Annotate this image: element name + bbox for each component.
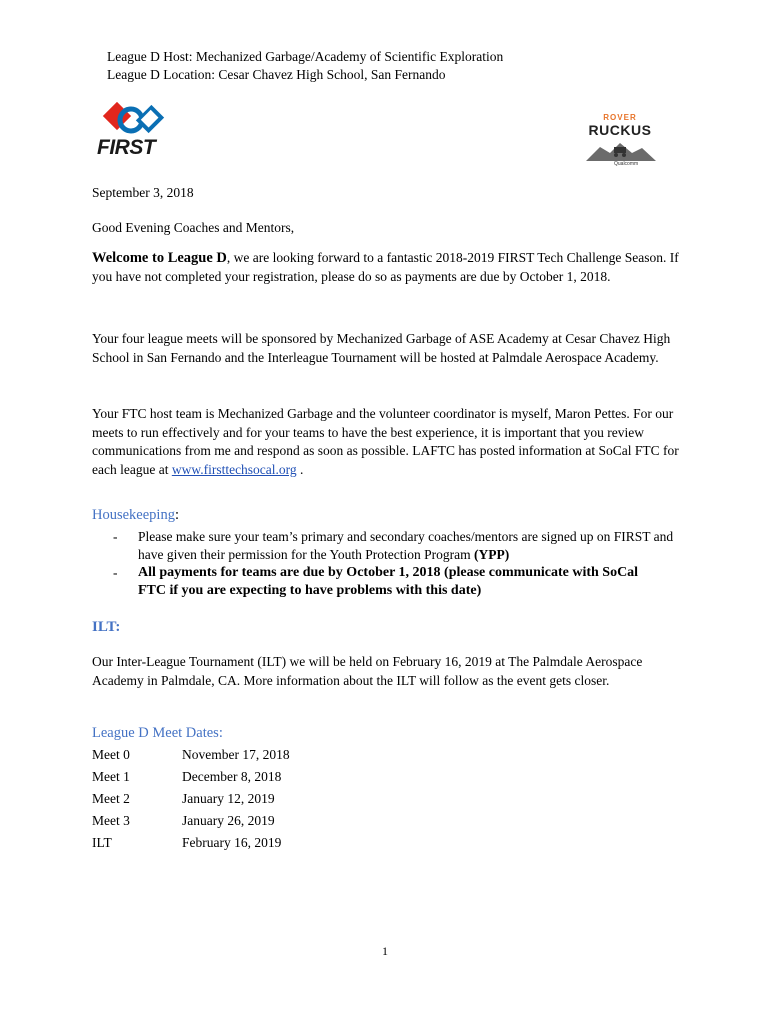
- housekeeping-colon: :: [174, 507, 179, 523]
- letter-date: September 3, 2018: [92, 185, 194, 200]
- league-host-line: League D Host: Mechanized Garbage/Academy of Scientific Exploration: [107, 49, 504, 64]
- sponsor-paragraph: Your four league meets will be sponsored by Mechanized Garbage of ASE Academy at Cesar Chavez High School in San Fernando and the Interleague Tournament will be hosted at Palmdale Aerospace Academy.: [92, 331, 671, 365]
- ilt-paragraph: Our Inter-League Tournament (ILT) we will be held on February 16, 2019 at The Palmdale Aerospace Academy in Palmdale, CA. More information about the ILT will follow as the event gets closer.: [92, 654, 643, 688]
- meet-name: Meet 0: [92, 747, 130, 762]
- host-team-paragraph: [92, 405, 692, 479]
- meet-name: Meet 1: [92, 769, 130, 784]
- letter-greeting: Good Evening Coaches and Mentors,: [92, 220, 295, 235]
- meet-date: November 17, 2018: [182, 747, 290, 762]
- first-logo: [97, 102, 169, 160]
- ilt-heading: ILT:: [92, 619, 121, 635]
- rover-mountain-icon: [586, 139, 656, 161]
- bullet-text: [138, 528, 693, 564]
- bullet-text-main: Please make sure your team’s primary and secondary coaches/mentors are signed up on FIRST and have given their permission for the Youth Protection Program: [138, 529, 674, 562]
- meet-name: Meet 3: [92, 813, 130, 828]
- rover-ruckus-logo: [584, 113, 658, 171]
- host-team-text: Your FTC host team is Mechanized Garbage and the volunteer coordinator is myself, Maron Pettes. For our meets to run effectively and for your teams to have the best experience, it is important that you review communications from me and respond as soon as possible. LAFTC has posted information at SoCal FTC for each league at: [92, 406, 679, 477]
- rover-logo-top-text: ROVER: [603, 113, 637, 122]
- bullet-text-payments: All payments for teams are due by October 1, 2018 (please communicate with SoCal FTC if you are expecting to have problems with this date): [138, 565, 639, 598]
- meet-name: Meet 2: [92, 791, 130, 806]
- socal-ftc-link[interactable]: www.firsttechsocal.org: [171, 461, 297, 477]
- meet-name: ILT: [92, 835, 112, 850]
- housekeeping-heading: [92, 506, 179, 524]
- meet-date: February 16, 2019: [182, 835, 282, 850]
- league-location-line: League D Location: Cesar Chavez High School, San Fernando: [107, 67, 446, 82]
- bullet-dash: -: [113, 529, 118, 544]
- bullet-text-ypp: (YPP): [473, 547, 510, 562]
- welcome-text: , we are looking forward to a fantastic 2018-2019 FIRST Tech Challenge Season. If you have not completed your registration, please do so as payments are due by October 1, 2018.: [92, 250, 679, 284]
- housekeeping-heading-text: Housekeeping: [92, 507, 175, 523]
- host-team-end: .: [296, 461, 304, 477]
- meet-date: January 12, 2019: [182, 791, 275, 806]
- page-number: 1: [382, 944, 388, 958]
- meet-date: January 26, 2019: [182, 813, 275, 828]
- meet-dates-heading: League D Meet Dates:: [92, 725, 223, 741]
- welcome-bold: Welcome to League D: [92, 250, 227, 266]
- first-logo-text: FIRST: [97, 136, 156, 159]
- welcome-paragraph: [92, 249, 692, 286]
- bullet-dash: -: [113, 565, 118, 580]
- rover-logo-main-text: RUCKUS: [588, 122, 652, 138]
- rover-sponsor-text: Qualcomm: [614, 161, 639, 167]
- meet-date: December 8, 2018: [182, 769, 282, 784]
